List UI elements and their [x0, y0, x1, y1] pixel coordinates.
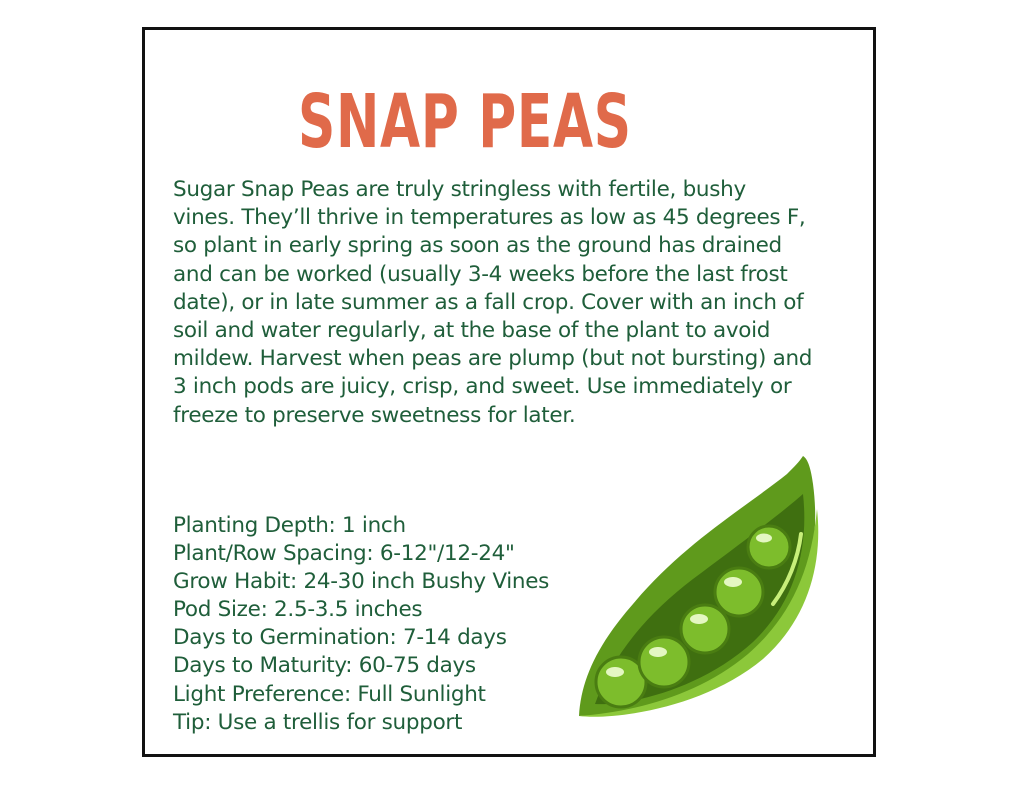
- pea-shine: [606, 667, 624, 677]
- spec-planting-depth: Planting Depth: 1 inch: [173, 513, 406, 538]
- pea-shine: [756, 534, 772, 543]
- page-title: SNAP PEAS: [298, 79, 632, 165]
- spec-spacing: Plant/Row Spacing: 6-12"/12-24": [173, 541, 515, 567]
- spec-germination: Days to Germination: 7-14 days: [173, 625, 507, 651]
- pea-shine: [724, 577, 742, 587]
- pea: [681, 605, 729, 653]
- pea: [715, 568, 763, 616]
- spec-tip: Tip: Use a trellis for support: [173, 709, 463, 735]
- specs-list: [173, 512, 549, 737]
- pea-shine: [690, 614, 708, 624]
- description-text: Sugar Snap Peas are truly stringless with fertile, bushy vines. They’ll thrive in temperatures as low as 45 degrees F, so plant in early spring as soon as the ground has drained and can be worked (usually 3-4 weeks before the last frost date), or in late summer as a fall crop. Cover with an inch of soil and water regularly, at the base of the plant to avoid mildew. Harvest when peas are plump (but not bursting) and 3 inch pods are juicy, crisp, and sweet. Use immediately or freeze to preserve sweetness for later.: [173, 177, 813, 428]
- spec-pod-size: Pod Size: 2.5-3.5 inches: [173, 597, 423, 623]
- info-card: [142, 27, 876, 757]
- spec-maturity: Days to Maturity: 60-75 days: [173, 653, 476, 679]
- pea: [748, 526, 790, 568]
- spec-light: Light Preference: Full Sunlight: [173, 681, 486, 707]
- pea: [639, 637, 689, 687]
- spec-grow-habit: Grow Habit: 24-30 inch Bushy Vines: [173, 569, 550, 595]
- pea-shine: [649, 647, 667, 657]
- pea-pod-icon: [573, 454, 823, 719]
